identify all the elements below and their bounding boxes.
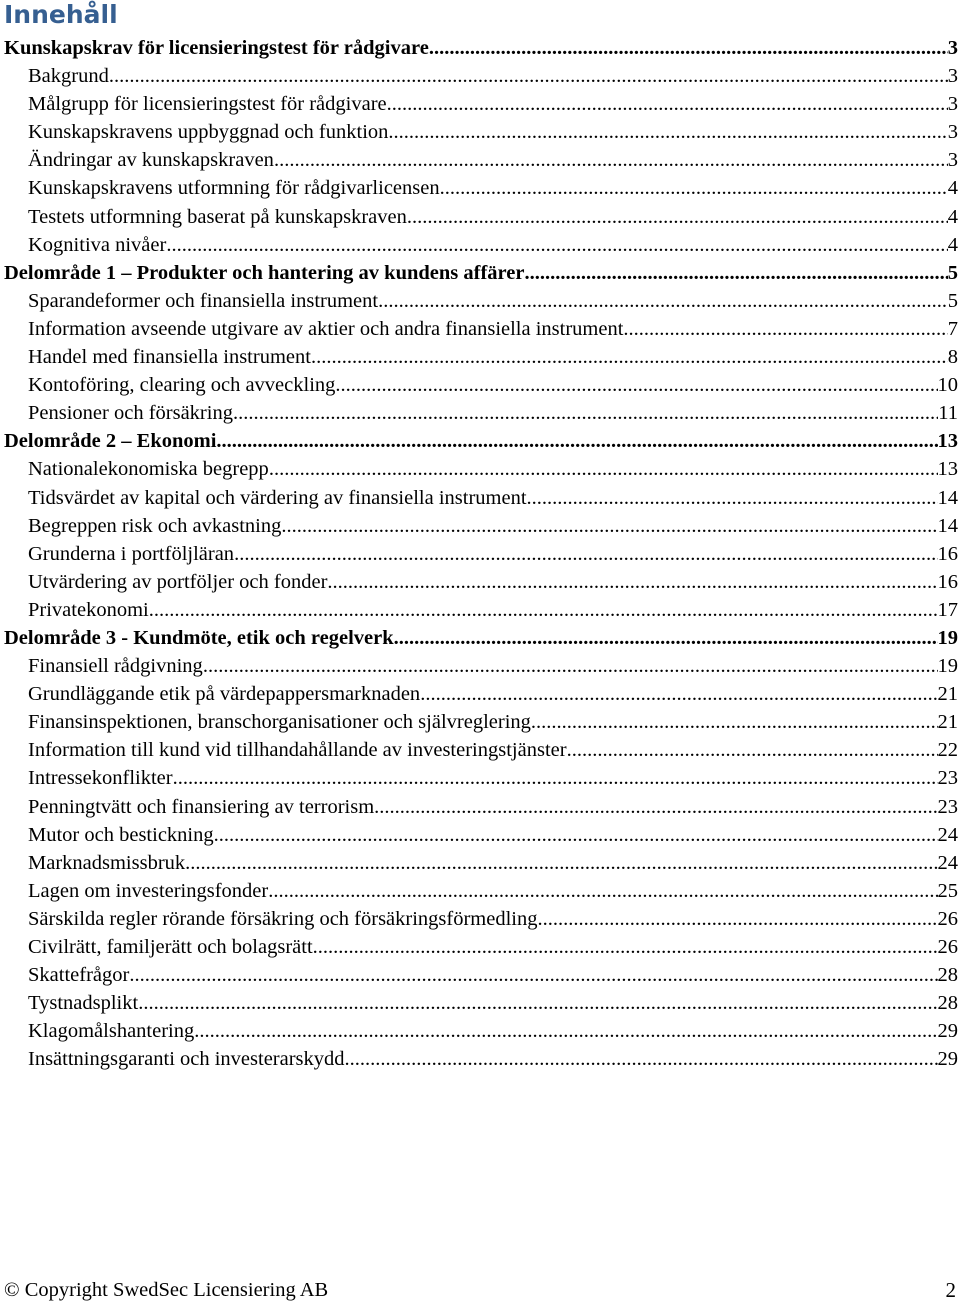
toc-entry-label: Finansiell rådgivning <box>28 655 203 678</box>
toc-dot-leader <box>274 146 948 174</box>
toc-subsection-entry[interactable] <box>4 1017 958 1045</box>
toc-entry-page-number: 10 <box>937 374 958 397</box>
toc-dot-leader <box>281 512 937 540</box>
toc-list <box>4 34 958 1073</box>
toc-entry-label: Delområde 2 – Ekonomi <box>4 430 217 453</box>
toc-entry-label: Intressekonflikter <box>28 767 173 790</box>
toc-entry-page-number: 22 <box>937 739 958 762</box>
toc-entry-page-number: 13 <box>937 458 958 481</box>
toc-dot-leader <box>149 596 938 624</box>
toc-entry-label: Pensioner och försäkring <box>28 402 233 425</box>
toc-section-entry[interactable] <box>4 427 958 455</box>
toc-dot-leader <box>185 849 937 877</box>
toc-entry-label: Testets utformning baserat på kunskapskraven <box>28 205 407 228</box>
toc-subsection-entry[interactable] <box>4 905 958 933</box>
toc-section-entry[interactable] <box>4 624 958 652</box>
toc-dot-leader <box>214 821 938 849</box>
toc-entry-label: Information avseende utgivare av aktier och andra finansiella instrument <box>28 317 624 340</box>
toc-subsection-entry[interactable] <box>4 736 958 764</box>
toc-subsection-entry[interactable] <box>4 989 958 1017</box>
toc-entry-page-number: 13 <box>937 430 958 453</box>
toc-entry-page-number: 21 <box>937 683 958 706</box>
toc-entry-page-number: 17 <box>937 598 958 621</box>
toc-dot-leader <box>268 877 937 905</box>
toc-entry-page-number: 23 <box>937 795 958 818</box>
footer-page-number: 2 <box>945 1278 956 1302</box>
toc-dot-leader <box>429 34 948 62</box>
toc-entry-page-number: 26 <box>937 907 958 930</box>
toc-subsection-entry[interactable] <box>4 933 958 961</box>
toc-section-entry[interactable] <box>4 259 958 287</box>
toc-dot-leader <box>311 343 948 371</box>
toc-entry-page-number: 3 <box>947 65 958 88</box>
toc-entry-page-number: 26 <box>937 936 958 958</box>
toc-entry-label: Insättningsgaranti och investerarskydd <box>28 1048 345 1071</box>
toc-subsection-entry[interactable] <box>4 540 958 568</box>
toc-dot-leader <box>335 371 937 399</box>
toc-entry-page-number: 3 <box>947 37 958 59</box>
toc-dot-leader <box>567 736 938 764</box>
toc-entry-label: Civilrätt, familjerätt och bolagsrätt <box>28 936 313 958</box>
toc-entry-label: Kunskapskravens utformning för rådgivarlicensen <box>28 177 440 200</box>
toc-entry-label: Nationalekonomiska begrepp <box>28 458 269 481</box>
toc-entry-page-number: 19 <box>937 626 958 649</box>
toc-dot-leader <box>440 174 948 202</box>
toc-entry-label: Penningtvätt och finansiering av terrorism <box>28 795 375 818</box>
toc-entry-label: Målgrupp för licensieringstest för rådgivare <box>28 93 387 116</box>
toc-entry-label: Utvärdering av portföljer och fonder <box>28 570 328 593</box>
toc-subsection-entry[interactable] <box>4 455 958 483</box>
toc-entry-label: Särskilda regler rörande försäkring och försäkringsförmedling <box>28 907 538 930</box>
toc-entry-label: Lagen om investeringsfonder <box>28 879 269 902</box>
toc-dot-leader <box>313 933 938 961</box>
toc-entry-page-number: 21 <box>937 711 958 734</box>
toc-subsection-entry[interactable] <box>4 174 958 202</box>
toc-dot-leader <box>327 568 937 596</box>
toc-entry-label: Kognitiva nivåer <box>28 233 167 256</box>
toc-dot-leader <box>345 1045 938 1073</box>
toc-dot-leader <box>527 484 938 512</box>
toc-entry-page-number: 4 <box>947 233 958 256</box>
toc-subsection-entry[interactable] <box>4 652 958 680</box>
toc-subsection-entry[interactable] <box>4 512 958 540</box>
toc-dot-leader <box>374 793 937 821</box>
toc-entry-label: Bakgrund <box>28 65 109 88</box>
toc-subsection-entry[interactable] <box>4 343 958 371</box>
toc-subsection-entry[interactable] <box>4 708 958 736</box>
toc-dot-leader <box>166 231 947 259</box>
toc-entry-page-number: 5 <box>947 261 958 284</box>
toc-entry-page-number: 28 <box>937 992 958 1015</box>
toc-dot-leader <box>233 399 938 427</box>
toc-entry-page-number: 16 <box>937 570 958 593</box>
toc-subsection-entry[interactable] <box>4 90 958 118</box>
toc-entry-label: Tystnadsplikt <box>28 992 139 1015</box>
toc-entry-page-number: 28 <box>937 964 958 987</box>
toc-entry-label: Marknadsmissbruk <box>28 851 186 874</box>
toc-entry-page-number: 3 <box>947 93 958 116</box>
toc-dot-leader <box>109 62 948 90</box>
toc-subsection-entry[interactable] <box>4 849 958 877</box>
toc-entry-page-number: 14 <box>937 514 958 537</box>
toc-dot-leader <box>378 287 948 315</box>
toc-subsection-entry[interactable] <box>4 146 958 174</box>
toc-entry-label: Sparandeformer och finansiella instrument <box>28 289 379 312</box>
toc-subsection-entry[interactable] <box>4 680 958 708</box>
toc-dot-leader <box>538 905 938 933</box>
toc-entry-label: Skattefrågor <box>28 964 130 987</box>
toc-entry-label: Handel med finansiella instrument <box>28 346 311 369</box>
toc-entry-label: Information till kund vid tillhandahållande av investeringstjänster <box>28 739 567 762</box>
toc-dot-leader <box>623 315 947 343</box>
toc-dot-leader <box>407 203 948 231</box>
toc-entry-page-number: 7 <box>947 317 958 340</box>
toc-entry-label: Kunskapskrav för licensieringstest för rådgivare <box>4 37 429 59</box>
toc-entry-label: Ändringar av kunskapskraven <box>28 149 274 172</box>
toc-subsection-entry[interactable] <box>4 118 958 146</box>
toc-entry-label: Finansinspektionen, branschorganisationer och självreglering <box>28 711 531 734</box>
toc-subsection-entry[interactable] <box>4 821 958 849</box>
toc-entry-label: Tidsvärdet av kapital och värdering av finansiella instrument <box>28 486 527 509</box>
toc-dot-leader <box>138 989 937 1017</box>
toc-dot-leader <box>531 708 938 736</box>
toc-entry-page-number: 8 <box>947 346 958 369</box>
toc-entry-label: Kontoföring, clearing och avveckling <box>28 374 336 397</box>
toc-subsection-entry[interactable] <box>4 596 958 624</box>
toc-subsection-entry[interactable] <box>4 877 958 905</box>
toc-subsection-entry[interactable] <box>4 961 958 989</box>
toc-dot-leader <box>129 961 937 989</box>
toc-subsection-entry[interactable] <box>4 315 958 343</box>
toc-section-entry[interactable] <box>4 34 958 62</box>
toc-subsection-entry[interactable] <box>4 793 958 821</box>
toc-dot-leader <box>269 455 938 483</box>
toc-entry-page-number: 4 <box>947 205 958 228</box>
toc-entry-page-number: 19 <box>937 655 958 678</box>
toc-entry-page-number: 23 <box>937 767 958 790</box>
toc-entry-label: Delområde 3 - Kundmöte, etik och regelverk <box>4 626 394 649</box>
toc-entry-page-number: 24 <box>937 823 958 846</box>
toc-entry-page-number: 14 <box>937 486 958 509</box>
toc-entry-page-number: 24 <box>937 851 958 874</box>
toc-dot-leader <box>194 1017 937 1045</box>
toc-title: Innehåll <box>4 0 118 29</box>
toc-subsection-entry[interactable] <box>4 568 958 596</box>
toc-subsection-entry[interactable] <box>4 764 958 792</box>
toc-entry-label: Grundläggande etik på värdepappersmarknaden <box>28 683 421 706</box>
toc-entry-label: Delområde 1 – Produkter och hantering av kundens affärer <box>4 261 525 284</box>
toc-subsection-entry[interactable] <box>4 371 958 399</box>
toc-dot-leader <box>387 90 948 118</box>
toc-subsection-entry[interactable] <box>4 287 958 315</box>
toc-entry-label: Klagomålshantering <box>28 1020 195 1043</box>
toc-dot-leader <box>388 118 947 146</box>
toc-entry-label: Privatekonomi <box>28 598 149 621</box>
toc-dot-leader <box>394 624 938 652</box>
toc-entry-page-number: 3 <box>947 121 958 144</box>
toc-entry-label: Kunskapskravens uppbyggnad och funktion <box>28 121 389 144</box>
toc-dot-leader <box>203 652 938 680</box>
toc-entry-page-number: 11 <box>938 402 958 425</box>
toc-entry-label: Grunderna i portföljläran <box>28 542 235 565</box>
toc-subsection-entry[interactable] <box>4 399 958 427</box>
toc-entry-page-number: 16 <box>937 542 958 565</box>
toc-entry-page-number: 5 <box>947 289 958 312</box>
toc-subsection-entry[interactable] <box>4 203 958 231</box>
toc-dot-leader <box>216 427 937 455</box>
toc-dot-leader <box>173 764 938 792</box>
toc-subsection-entry[interactable] <box>4 231 958 259</box>
toc-dot-leader <box>524 259 947 287</box>
footer-copyright: © Copyright SwedSec Licensiering AB <box>4 1279 329 1301</box>
toc-entry-label: Begreppen risk och avkastning <box>28 514 282 537</box>
toc-dot-leader <box>234 540 937 568</box>
toc-entry-page-number: 25 <box>937 879 958 902</box>
toc-entry-page-number: 4 <box>947 177 958 200</box>
toc-subsection-entry[interactable] <box>4 1045 958 1073</box>
toc-dot-leader <box>420 680 937 708</box>
toc-entry-page-number: 29 <box>937 1020 958 1043</box>
toc-subsection-entry[interactable] <box>4 484 958 512</box>
toc-entry-label: Mutor och bestickning <box>28 823 214 846</box>
toc-entry-page-number: 3 <box>947 149 958 172</box>
toc-subsection-entry[interactable] <box>4 62 958 90</box>
toc-entry-page-number: 29 <box>937 1048 958 1071</box>
